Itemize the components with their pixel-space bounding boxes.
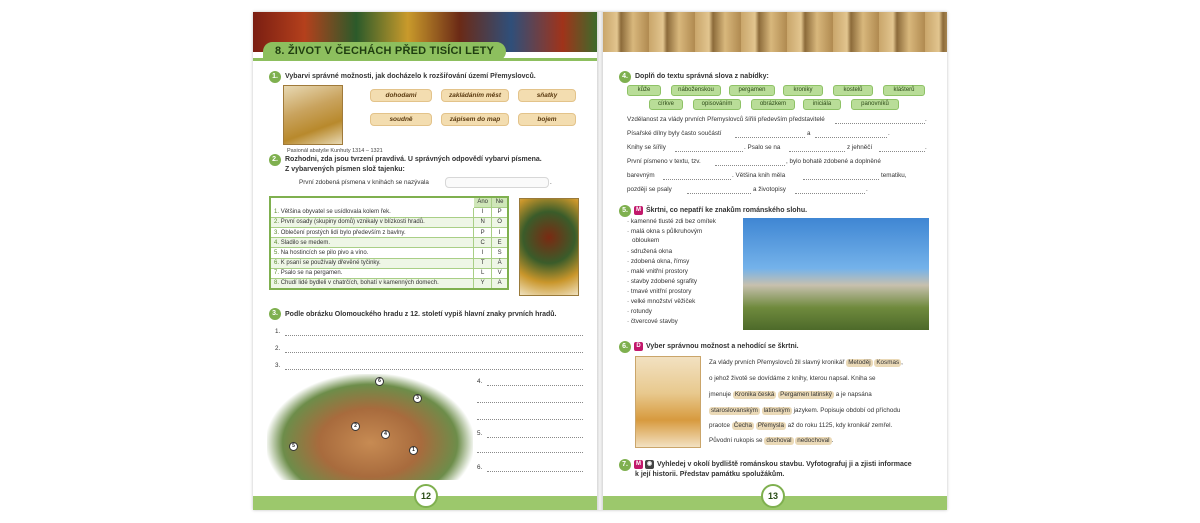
task-number-badge: 7. bbox=[619, 459, 631, 471]
fill-text: První písmeno v textu, tzv. bbox=[627, 158, 701, 165]
fill-text: . Většina knih měla bbox=[732, 172, 786, 179]
row-number: 1. bbox=[274, 209, 280, 216]
word-chip[interactable]: církve bbox=[649, 99, 683, 110]
choice-line: praotce Čecha Přemysla až do roku 1125, kdy kronikář zemřel. bbox=[709, 422, 893, 429]
row-number: 8. bbox=[274, 280, 280, 287]
fill-blank[interactable] bbox=[795, 193, 865, 194]
word-chip[interactable]: kůže bbox=[627, 85, 661, 96]
task5-heading: Škrtni, co nepatří ke znakům románského slohu. bbox=[646, 207, 808, 214]
choice-line: Za vlády prvních Přemyslovců žil slavný kronikář Metoděj Kosmas , bbox=[709, 359, 903, 366]
choice-option[interactable]: nedochoval bbox=[797, 437, 830, 444]
m-badge: M bbox=[636, 461, 641, 467]
style-item[interactable]: · tmavé vnitřní prostory bbox=[627, 288, 692, 295]
m-badge: M bbox=[636, 207, 641, 213]
castle-marker: 3 bbox=[413, 394, 422, 403]
line-label: 1. bbox=[275, 328, 281, 335]
task4-heading: Doplň do textu správná slova z nabídky: bbox=[635, 73, 769, 80]
true-false-table bbox=[269, 196, 509, 290]
task-number-badge: 2. bbox=[269, 154, 281, 166]
style-item-cont: obloukem bbox=[632, 237, 660, 244]
fill-text: a životopisy bbox=[753, 186, 786, 193]
fill-blank[interactable] bbox=[687, 193, 751, 194]
option-chip[interactable]: zakládáním měst bbox=[441, 89, 509, 102]
statement: Chudí lidé bydleli v chatrčích, bohatí v kamenných domech. bbox=[280, 280, 439, 287]
line-label: 6. bbox=[477, 464, 483, 471]
answer-line[interactable] bbox=[487, 471, 583, 472]
choice-option[interactable]: Kronika česká bbox=[734, 391, 775, 398]
chapter-title: 8. ŽIVOT V ČECHÁCH PŘED TISÍCI LETY bbox=[263, 42, 506, 61]
option-chip[interactable]: sňatky bbox=[518, 89, 576, 102]
task2-heading-2: Z vybarvených písmen slož tajenku: bbox=[285, 166, 405, 173]
table-row bbox=[270, 248, 508, 258]
statement: Většina obyvatel se usídlovala kolem řek. bbox=[280, 209, 391, 216]
answer-line[interactable] bbox=[285, 369, 583, 370]
table-row bbox=[270, 217, 508, 227]
book-spread bbox=[253, 12, 947, 510]
letter-yes[interactable]: Y bbox=[474, 279, 492, 289]
letter-no[interactable]: E bbox=[492, 238, 508, 248]
option-chip[interactable]: zápisem do map bbox=[441, 113, 509, 126]
fill-text: . Psalo se na bbox=[744, 144, 781, 151]
column-no: Ne bbox=[492, 197, 508, 207]
fill-blank[interactable] bbox=[735, 137, 805, 138]
style-item[interactable]: · kamenné tlusté zdi bez omítek bbox=[627, 218, 716, 225]
image-caption: Pasionál abatyše Kunhuty 1314 – 1321 bbox=[287, 148, 383, 154]
fill-blank[interactable] bbox=[789, 151, 845, 152]
word-chip[interactable]: náboženskou bbox=[671, 85, 721, 96]
column-yes: Ano bbox=[474, 197, 492, 207]
right-page bbox=[603, 12, 947, 510]
style-item[interactable]: · sdružená okna bbox=[627, 248, 673, 255]
line-label: 4. bbox=[477, 378, 483, 385]
task-number-badge: 1. bbox=[269, 71, 281, 83]
style-item[interactable]: · malá okna s půlkruhovým bbox=[627, 228, 703, 235]
fill-text: Písařské dílny byly často součástí bbox=[627, 130, 722, 137]
task-number-badge: 4. bbox=[619, 71, 631, 83]
row-number: 3. bbox=[274, 229, 280, 236]
word-chip[interactable]: klášterů bbox=[883, 85, 925, 96]
choice-option[interactable]: Pergamen latinský bbox=[780, 391, 832, 398]
letter-no[interactable]: S bbox=[492, 248, 508, 258]
letter-no[interactable]: I bbox=[492, 228, 508, 238]
chronicler-illustration bbox=[635, 356, 701, 448]
letter-no[interactable]: O bbox=[492, 217, 508, 227]
castle-marker: 2 bbox=[351, 422, 360, 431]
castle-marker: 5 bbox=[289, 442, 298, 451]
fill-text: barevným bbox=[627, 172, 655, 179]
line-label: 2. bbox=[275, 345, 281, 352]
choice-option[interactable]: dochoval bbox=[766, 437, 792, 444]
answer-line[interactable] bbox=[477, 452, 583, 453]
word-chip[interactable]: panovníků bbox=[851, 99, 899, 110]
choice-option[interactable]: Čecha bbox=[733, 422, 752, 429]
style-item[interactable]: · velké množství věžiček bbox=[627, 298, 696, 305]
option-chip[interactable]: dohodami bbox=[370, 89, 432, 102]
answer-line[interactable] bbox=[487, 437, 583, 438]
table-row bbox=[270, 258, 508, 268]
word-chip[interactable]: kostelů bbox=[833, 85, 873, 96]
answer-line[interactable] bbox=[477, 419, 583, 420]
letter-yes[interactable]: I bbox=[474, 207, 492, 217]
statement: První osady (skupiny domů) vznikaly v blízkosti hradů. bbox=[280, 219, 425, 226]
row-number: 2. bbox=[274, 219, 280, 226]
fill-text: , bylo bohatě zdobené a doplněné bbox=[786, 158, 881, 165]
fill-text: . bbox=[925, 144, 927, 151]
line-label: 5. bbox=[477, 430, 483, 437]
page-number: 13 bbox=[761, 484, 785, 508]
answer-line[interactable] bbox=[285, 352, 583, 353]
option-chip[interactable]: bojem bbox=[518, 113, 576, 126]
word-chip[interactable]: pergamen bbox=[729, 85, 775, 96]
romanesque-arches-banner-image bbox=[603, 12, 947, 52]
task-number-badge: 6. bbox=[619, 341, 631, 353]
choice-line: staroslovanským latinským jazykem. Popisuje období od příchodu bbox=[711, 407, 901, 414]
letter-yes[interactable]: N bbox=[474, 217, 492, 227]
statement: Oblečení prostých lidí bylo především z bavlny. bbox=[280, 229, 406, 236]
answer-line[interactable] bbox=[285, 335, 583, 336]
letter-yes[interactable]: T bbox=[474, 258, 492, 268]
letter-no[interactable]: V bbox=[492, 268, 508, 278]
task2-heading: Rozhodni, zda jsou tvrzení pravdivá. U správných odpovědí vybarvi písmena. bbox=[285, 156, 542, 163]
letter-yes[interactable]: L bbox=[474, 268, 492, 278]
fill-text: později se psaly bbox=[627, 186, 672, 193]
letter-no[interactable]: P bbox=[492, 207, 508, 217]
choice-option[interactable]: Metoděj bbox=[848, 359, 871, 366]
decorated-initial-image bbox=[519, 198, 579, 296]
fill-text: Knihy se šířily bbox=[627, 144, 666, 151]
task3-heading: Podle obrázku Olomouckého hradu z 12. století vypiš hlavní znaky prvních hradů. bbox=[285, 311, 557, 318]
fill-blank[interactable] bbox=[715, 165, 785, 166]
letter-no[interactable]: A bbox=[492, 279, 508, 289]
prompt-period: . bbox=[550, 179, 552, 186]
row-number: 5. bbox=[274, 250, 280, 257]
word-chip[interactable]: opisováním bbox=[693, 99, 741, 110]
style-item[interactable]: · malé vnitřní prostory bbox=[627, 268, 688, 275]
fill-blank[interactable] bbox=[835, 123, 925, 124]
fill-blank[interactable] bbox=[663, 179, 731, 180]
table-row bbox=[270, 228, 508, 238]
word-chip[interactable]: obrázkem bbox=[751, 99, 795, 110]
choice-option[interactable]: staroslovanským bbox=[711, 407, 758, 414]
letter-yes[interactable]: P bbox=[474, 228, 492, 238]
task7-heading: Vyhledej v okolí bydliště románskou stavbu. Vyfotografuj ji a zjisti informace bbox=[657, 461, 912, 468]
table-header-blank bbox=[270, 197, 474, 207]
choice-line: jmenuje Kronika česká Pergamen latinský a je napsána bbox=[709, 391, 872, 398]
row-number: 4. bbox=[274, 239, 280, 246]
task7-heading-2: k její historii. Představ památku spolužákům. bbox=[635, 471, 785, 478]
fill-blank[interactable] bbox=[803, 179, 879, 180]
choice-line: Původní rukopis se dochoval nedochoval . bbox=[709, 437, 834, 444]
style-item[interactable]: · čtvercové stavby bbox=[627, 318, 678, 325]
letter-no[interactable]: Á bbox=[492, 258, 508, 268]
task-number-badge: 5. bbox=[619, 205, 631, 217]
statement: K psaní se používaly dřevěné tyčinky. bbox=[280, 260, 381, 267]
table-row bbox=[270, 279, 508, 289]
fill-blank[interactable] bbox=[879, 151, 925, 152]
style-item[interactable]: · stavby zdobené sgrafity bbox=[627, 278, 698, 285]
secret-word-input[interactable] bbox=[445, 177, 549, 188]
table-row bbox=[270, 207, 508, 217]
fill-text: Vzdělanost za vlády prvních Přemyslovců šířili především představitelé bbox=[627, 116, 825, 123]
fill-blank[interactable] bbox=[815, 137, 887, 138]
style-item[interactable]: · zdobená okna, římsy bbox=[627, 258, 690, 265]
olomouc-castle-image bbox=[267, 374, 473, 480]
castle-marker: 1 bbox=[409, 446, 418, 455]
word-chip[interactable]: kroniky bbox=[783, 85, 823, 96]
table-row bbox=[270, 268, 508, 278]
castle-marker: 4 bbox=[381, 430, 390, 439]
castle-marker: 6 bbox=[375, 377, 384, 386]
fill-text: z jehněčí bbox=[847, 144, 873, 151]
answer-line[interactable] bbox=[477, 402, 583, 403]
fill-text: . bbox=[888, 130, 890, 137]
manuscript-image bbox=[283, 85, 343, 145]
statement: Psalo se na pergamen. bbox=[280, 270, 343, 277]
letter-yes[interactable]: C bbox=[474, 238, 492, 248]
page-number: 12 bbox=[414, 484, 438, 508]
fill-text: a bbox=[807, 130, 811, 137]
fill-text: . bbox=[866, 186, 868, 193]
task6-heading: Vyber správnou možnost a nehodící se škrtni. bbox=[646, 343, 799, 350]
answer-line[interactable] bbox=[487, 385, 583, 386]
fill-text: . bbox=[925, 116, 927, 123]
task1-heading: Vybarvi správné možnosti, jak docházelo k rozšiřování území Přemyslovců. bbox=[285, 73, 536, 80]
left-page bbox=[253, 12, 597, 510]
romanesque-rotunda-photo bbox=[743, 218, 929, 330]
style-item[interactable]: · rotundy bbox=[627, 308, 652, 315]
fill-text: tematiku, bbox=[881, 172, 907, 179]
option-chip[interactable]: soudně bbox=[370, 113, 432, 126]
row-number: 6. bbox=[274, 260, 280, 267]
statement: Na hostincích se pilo pivo a víno. bbox=[280, 250, 369, 257]
choice-option[interactable]: latinským bbox=[763, 407, 790, 414]
secret-word-prompt: První zdobená písmena v knihách se nazývala bbox=[299, 179, 429, 186]
d-badge: D bbox=[634, 342, 643, 351]
statement: Sladilo se medem. bbox=[280, 239, 331, 246]
fill-blank[interactable] bbox=[675, 151, 743, 152]
choice-option[interactable]: Kosmas bbox=[876, 359, 900, 366]
choice-option[interactable]: Přemysla bbox=[757, 422, 784, 429]
line-label: 3. bbox=[275, 362, 281, 369]
letter-yes[interactable]: I bbox=[474, 248, 492, 258]
word-chip[interactable]: iniciála bbox=[803, 99, 841, 110]
table-row bbox=[270, 238, 508, 248]
row-number: 7. bbox=[274, 270, 280, 277]
choice-line: o jehož životě se dovídáme z knihy, kterou napsal. Kniha se bbox=[709, 375, 876, 382]
task-number-badge: 3. bbox=[269, 308, 281, 320]
camera-icon: ◉ bbox=[646, 461, 653, 467]
